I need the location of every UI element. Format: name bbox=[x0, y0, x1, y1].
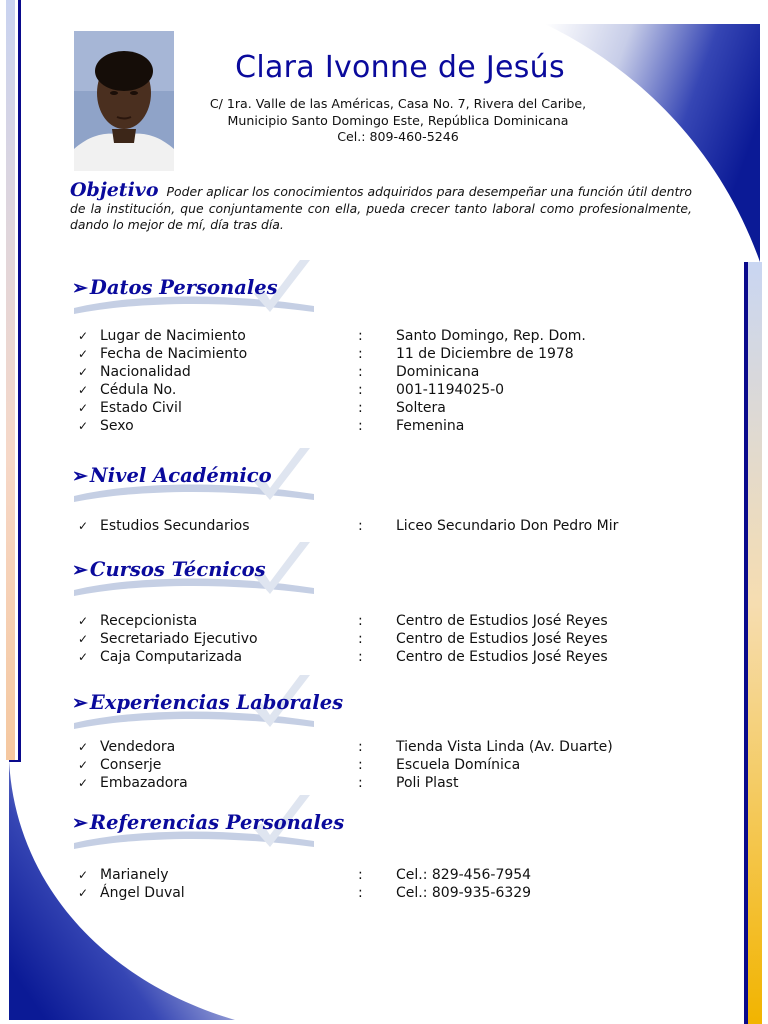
check-icon: ✓ bbox=[78, 740, 89, 754]
arrow-right-icon: ➢ bbox=[72, 277, 88, 299]
check-icon: ✓ bbox=[78, 614, 89, 628]
list-item bbox=[78, 517, 718, 535]
list-item bbox=[78, 738, 718, 756]
objective-paragraph bbox=[70, 179, 692, 234]
item-label: Cédula No. bbox=[100, 382, 177, 398]
item-label: Nacionalidad bbox=[100, 364, 191, 380]
item-label: Vendedora bbox=[100, 739, 176, 755]
section-title bbox=[72, 464, 272, 487]
list-item bbox=[78, 381, 718, 399]
item-separator: : bbox=[358, 613, 363, 629]
section-title-text: Experiencias Laborales bbox=[89, 691, 344, 714]
list-item bbox=[78, 648, 718, 666]
check-icon: ✓ bbox=[78, 365, 89, 379]
item-value: Centro de Estudios José Reyes bbox=[396, 631, 608, 647]
phone-line: Cel.: 809-460-5246 bbox=[337, 129, 459, 144]
item-separator: : bbox=[358, 346, 363, 362]
check-icon: ✓ bbox=[78, 868, 89, 882]
check-icon: ✓ bbox=[78, 758, 89, 772]
list-item bbox=[78, 630, 718, 648]
objective-text: Poder aplicar los conocimientos adquiridos para desempeñar una función útil dentro de la institución, que conjuntamente con ella, pueda crecer tanto laboral como profesionalmente, dando lo mejor de mí, día tras día. bbox=[70, 184, 692, 232]
arrow-right-icon: ➢ bbox=[72, 465, 88, 487]
section-title-text: Cursos Técnicos bbox=[89, 558, 266, 581]
section-title bbox=[72, 811, 344, 834]
section-list bbox=[78, 738, 718, 792]
check-icon: ✓ bbox=[78, 419, 89, 433]
item-value: Liceo Secundario Don Pedro Mir bbox=[396, 518, 619, 534]
check-icon: ✓ bbox=[78, 329, 89, 343]
section-title bbox=[72, 691, 343, 714]
objective-title: Objetivo bbox=[70, 179, 159, 201]
item-label: Ángel Duval bbox=[100, 885, 185, 901]
item-separator: : bbox=[358, 518, 363, 534]
section-list bbox=[78, 866, 718, 902]
section-title-text: Datos Personales bbox=[89, 276, 278, 299]
item-separator: : bbox=[358, 649, 363, 665]
item-value: Santo Domingo, Rep. Dom. bbox=[396, 328, 586, 344]
profile-photo bbox=[74, 31, 174, 171]
check-icon: ✓ bbox=[78, 347, 89, 361]
section-list bbox=[78, 327, 718, 435]
arrow-right-icon: ➢ bbox=[72, 812, 88, 834]
candidate-name: Clara Ivonne de Jesús bbox=[235, 50, 565, 85]
item-label: Caja Computarizada bbox=[100, 649, 243, 665]
check-icon: ✓ bbox=[78, 401, 89, 415]
section-title bbox=[72, 276, 278, 299]
item-value: Centro de Estudios José Reyes bbox=[396, 613, 608, 629]
section-list bbox=[78, 517, 718, 535]
item-label: Secretariado Ejecutivo bbox=[100, 631, 258, 647]
item-value: 11 de Diciembre de 1978 bbox=[396, 346, 574, 362]
item-separator: : bbox=[358, 400, 363, 416]
item-value: Femenina bbox=[396, 418, 465, 434]
address-line: Municipio Santo Domingo Este, República Dominicana bbox=[227, 112, 569, 128]
item-label: Embazadora bbox=[100, 775, 188, 791]
item-label: Recepcionista bbox=[100, 613, 198, 629]
item-label: Sexo bbox=[100, 418, 134, 434]
item-separator: : bbox=[358, 885, 363, 901]
item-value: Poli Plast bbox=[396, 775, 459, 791]
list-item bbox=[78, 417, 718, 435]
check-icon: ✓ bbox=[78, 383, 89, 397]
item-separator: : bbox=[358, 631, 363, 647]
list-item bbox=[78, 612, 718, 630]
address-line: C/ 1ra. Valle de las Américas, Casa No. 7, Rivera del Caribe, bbox=[209, 96, 587, 111]
item-separator: : bbox=[358, 364, 363, 380]
section-title-text: Referencias Personales bbox=[89, 811, 345, 834]
item-separator: : bbox=[358, 757, 363, 773]
list-item bbox=[78, 756, 718, 774]
item-separator: : bbox=[358, 867, 363, 883]
item-value: Dominicana bbox=[396, 364, 480, 380]
check-icon: ✓ bbox=[78, 886, 89, 900]
arrow-right-icon: ➢ bbox=[72, 559, 88, 581]
item-value: Tienda Vista Linda (Av. Duarte) bbox=[396, 739, 613, 755]
item-value: Soltera bbox=[396, 400, 446, 416]
section-title bbox=[72, 558, 266, 581]
item-label: Estudios Secundarios bbox=[100, 518, 250, 534]
list-item bbox=[78, 774, 718, 792]
item-value: Cel.: 809-935-6329 bbox=[396, 885, 532, 901]
check-icon: ✓ bbox=[78, 776, 89, 790]
list-item bbox=[78, 345, 718, 363]
item-value: Escuela Domínica bbox=[396, 757, 521, 773]
list-item bbox=[78, 399, 718, 417]
contact-address bbox=[180, 96, 616, 146]
list-item bbox=[78, 884, 718, 902]
list-item bbox=[78, 866, 718, 884]
item-separator: : bbox=[358, 739, 363, 755]
check-icon: ✓ bbox=[78, 519, 89, 533]
item-label: Lugar de Nacimiento bbox=[100, 328, 246, 344]
check-icon: ✓ bbox=[78, 650, 89, 664]
check-icon: ✓ bbox=[78, 632, 89, 646]
list-item bbox=[78, 327, 718, 345]
section-list bbox=[78, 612, 718, 666]
list-item bbox=[78, 363, 718, 381]
item-value: Centro de Estudios José Reyes bbox=[396, 649, 608, 665]
arrow-right-icon: ➢ bbox=[72, 692, 88, 714]
item-separator: : bbox=[358, 418, 363, 434]
item-separator: : bbox=[358, 775, 363, 791]
item-label: Conserje bbox=[100, 757, 162, 773]
item-separator: : bbox=[358, 382, 363, 398]
item-label: Estado Civil bbox=[100, 400, 182, 416]
section-title-text: Nivel Académico bbox=[89, 464, 272, 487]
item-value: Cel.: 829-456-7954 bbox=[396, 867, 532, 883]
item-label: Marianely bbox=[100, 867, 169, 883]
item-separator: : bbox=[358, 328, 363, 344]
item-value: 001-1194025-0 bbox=[396, 382, 505, 398]
item-label: Fecha de Nacimiento bbox=[100, 346, 248, 362]
